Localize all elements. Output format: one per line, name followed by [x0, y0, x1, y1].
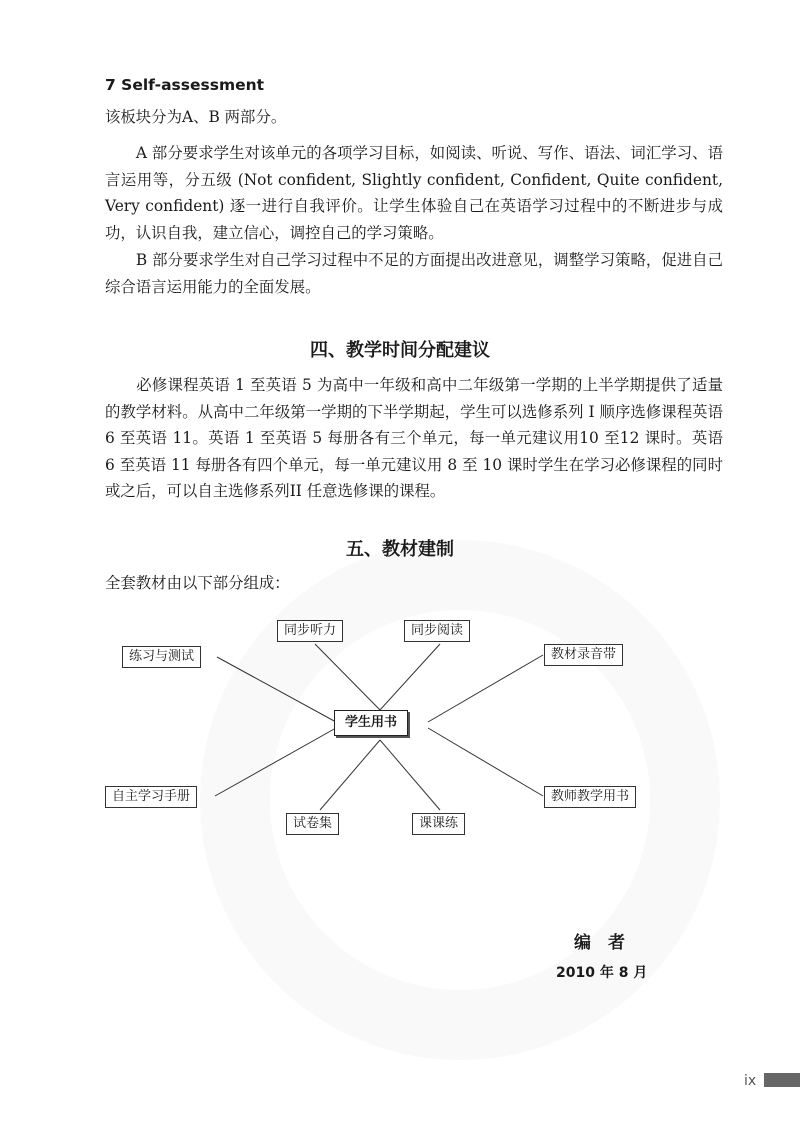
- page-number: ix: [744, 1073, 757, 1089]
- connector-tapes: [428, 655, 543, 722]
- node-tapes: 教材录音带: [544, 644, 623, 666]
- node-self-study: 自主学习手册: [105, 786, 197, 808]
- connector-teacher-book: [428, 728, 543, 796]
- signature-date: 2010 年 8 月: [556, 965, 648, 981]
- self-assessment-part-a: A 部分要求学生对该单元的各项学习目标，如阅读、听说、写作、语法、词汇学习、语言运用等，分五级 (Not confident, Slightly confident, Confident, Quite confident, Very confident) 逐一进行自我评价。让学生体验自己在英语学习过程中的不断进步与成功，认识自我，建立信心，调控自己的学习策略。: [105, 144, 723, 242]
- node-test-papers: 试卷集: [286, 813, 339, 835]
- page-number-bar: [764, 1073, 800, 1087]
- section-4-title: 四、教学时间分配建议: [310, 340, 490, 361]
- section-5-title: 五、教材建制: [346, 539, 454, 560]
- self-assessment-heading: 7 Self-assessment: [105, 76, 265, 94]
- connector-lesson-practice: [380, 740, 440, 810]
- textbook-structure-diagram: [0, 600, 800, 860]
- connector-test-papers: [320, 740, 380, 810]
- self-assessment-intro: 该板块分为A、B 两部分。: [105, 108, 287, 126]
- connector-reading: [380, 644, 440, 710]
- node-exercises: 练习与测试: [122, 646, 201, 668]
- node-teacher-book: 教师教学用书: [544, 786, 636, 808]
- connector-listening: [315, 644, 380, 710]
- node-center-student-book: 学生用书: [334, 710, 408, 736]
- self-assessment-part-b: B 部分要求学生对自己学习过程中不足的方面提出改进意见，调整学习策略，促进自己综合语言运用能力的全面发展。: [105, 251, 723, 296]
- section-5-intro: 全套教材由以下部分组成：: [105, 574, 290, 592]
- connector-self-study: [215, 728, 336, 796]
- node-lesson-practice: 课课练: [412, 813, 465, 835]
- connector-exercises: [217, 657, 336, 722]
- section-4-body: 必修课程英语 1 至英语 5 为高中一年级和高中二年级第一学期的上半学期提供了适量的教学材料。从高中二年级第一学期的下半学期起，学生可以选修系列 I 顺序选修课程英语6 至英语 11。英语 1 至英语 5 每册各有三个单元，每一单元建议用10 至12 课时。英语 6 至英语 11 每册各有四个单元，每一单元建议用 8 至 10 课时学生在学习必修课程的同时或之后，可以自主选修系列II 任意选修课的课程。: [105, 376, 723, 500]
- node-reading: 同步阅读: [404, 620, 470, 642]
- signature-author: 编 者: [574, 933, 625, 953]
- node-listening: 同步听力: [277, 620, 343, 642]
